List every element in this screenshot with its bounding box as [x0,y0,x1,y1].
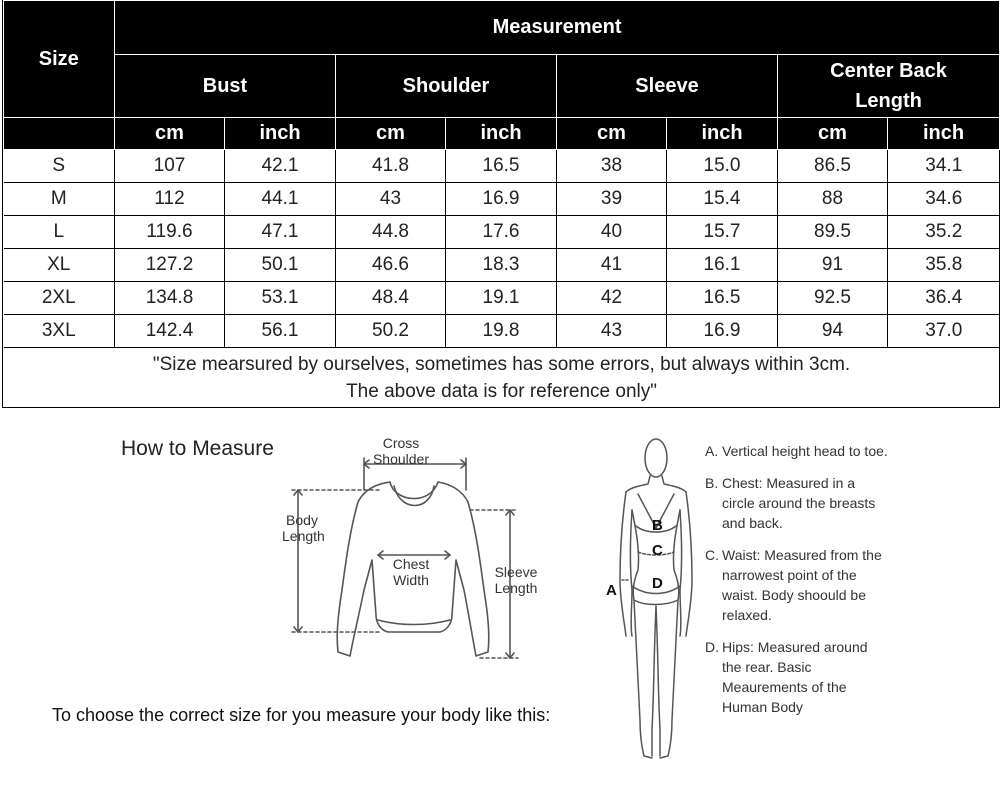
measurement-cell: 47.1 [225,216,336,249]
measurement-cell: 35.2 [888,216,1000,249]
measurement-cell: 42.1 [225,150,336,183]
measurement-cell: 48.4 [336,282,446,315]
note-text: Waist: Measured from the narrowest point of the waist. Body shoould be relaxed. [722,547,882,623]
note-text: Chest: Measured in a circle around the breasts and back. [722,475,876,531]
size-unit-cell [4,118,115,150]
figure-point-d: D [652,575,663,592]
instruction-text: To choose the correct size for you measure your body like this: [52,705,551,725]
disclaimer-line-1: "Size mearsured by ourselves, sometimes has some errors, but always within 3cm. [152,353,851,375]
measurement-cell: 19.1 [446,282,557,315]
measurement-notes [700,441,890,729]
measurement-cell: 16.5 [667,282,778,315]
size-row [4,150,1000,183]
measurement-cell: 44.8 [336,216,446,249]
measurement-cell: 35.8 [888,249,1000,282]
measurement-cell: 91 [778,249,888,282]
note-letter: B. [705,475,719,491]
shoulder-header: Shoulder [336,55,557,118]
note-d [700,637,890,717]
measurement-cell: 16.5 [446,150,557,183]
measurement-cell: 15.4 [667,183,778,216]
size-label-cell: 2XL [4,282,115,315]
figure-point-c: C [652,542,663,559]
measurement-cell: 92.5 [778,282,888,315]
figure-point-b: B [652,517,663,534]
size-row [4,249,1000,282]
measurement-cell: 42 [557,282,667,315]
note-letter: C. [705,547,719,563]
measurement-cell: 107 [115,150,225,183]
bust-header: Bust [115,55,336,118]
body-figure-diagram [600,430,700,770]
cross-shoulder-label: Cross Shoulder [372,435,430,467]
measurement-cell: 19.8 [446,315,557,348]
measurement-cell: 56.1 [225,315,336,348]
size-table [3,0,1000,407]
measurement-cell: 41 [557,249,667,282]
measurement-cell: 18.3 [446,249,557,282]
measurement-cell: 119.6 [115,216,225,249]
measurement-cell: 53.1 [225,282,336,315]
size-header: Size [4,1,115,118]
measurement-cell: 41.8 [336,150,446,183]
unit-header: inch [888,118,1000,150]
measurement-cell: 16.1 [667,249,778,282]
measurement-cell: 34.1 [888,150,1000,183]
center-back-length-label: Center Back Length [830,60,947,112]
measurement-cell: 50.2 [336,315,446,348]
measurement-cell: 15.0 [667,150,778,183]
figure-head [645,439,667,477]
measurement-cell: 43 [557,315,667,348]
sleeve-length-label: Sleeve Length [494,564,538,596]
size-rows [4,150,1000,348]
unit-header: cm [115,118,225,150]
size-label-cell: 3XL [4,315,115,348]
measurement-cell: 40 [557,216,667,249]
size-chart [2,0,1000,408]
figure-point-a: A [606,582,617,599]
size-label-cell: M [4,183,115,216]
measurement-cell: 44.1 [225,183,336,216]
body-length-label: Body Length [282,512,325,544]
unit-header: cm [336,118,446,150]
measurement-cell: 142.4 [115,315,225,348]
sleeve-header: Sleeve [557,55,778,118]
size-label-cell: XL [4,249,115,282]
measurement-cell: 46.6 [336,249,446,282]
unit-header: inch [446,118,557,150]
note-letter: D. [705,639,719,655]
note-text: Vertical height head to toe. [722,443,888,459]
disclaimer-note [4,348,1000,408]
size-label-cell: S [4,150,115,183]
size-row [4,282,1000,315]
measurement-cell: 39 [557,183,667,216]
size-row [4,216,1000,249]
unit-header: cm [557,118,667,150]
size-label-cell: L [4,216,115,249]
size-row [4,315,1000,348]
note-a [700,441,890,461]
measurement-cell: 86.5 [778,150,888,183]
note-letter: A. [705,443,719,459]
center-back-length-header [778,55,1000,118]
measurement-cell: 38 [557,150,667,183]
note-c [700,545,890,625]
unit-header: cm [778,118,888,150]
measurement-cell: 37.0 [888,315,1000,348]
measurement-cell: 88 [778,183,888,216]
measurement-cell: 15.7 [667,216,778,249]
measurement-cell: 134.8 [115,282,225,315]
measurement-cell: 94 [778,315,888,348]
measurement-cell: 34.6 [888,183,1000,216]
note-text: Hips: Measured around the rear. Basic Meaurements of the Human Body [722,639,868,715]
size-row [4,183,1000,216]
measurement-cell: 50.1 [225,249,336,282]
measurement-cell: 36.4 [888,282,1000,315]
unit-header: inch [225,118,336,150]
how-to-measure-title: How to Measure [121,437,274,460]
note-b [700,473,890,533]
measurement-cell: 43 [336,183,446,216]
measurement-cell: 17.6 [446,216,557,249]
measurement-cell: 16.9 [446,183,557,216]
measurement-cell: 89.5 [778,216,888,249]
unit-header: inch [667,118,778,150]
disclaimer-line-2: The above data is for reference only" [346,380,657,402]
measurement-cell: 16.9 [667,315,778,348]
measurement-cell: 112 [115,183,225,216]
chest-width-label: Chest Width [392,556,430,588]
measurement-header: Measurement [115,1,1000,55]
measurement-cell: 127.2 [115,249,225,282]
